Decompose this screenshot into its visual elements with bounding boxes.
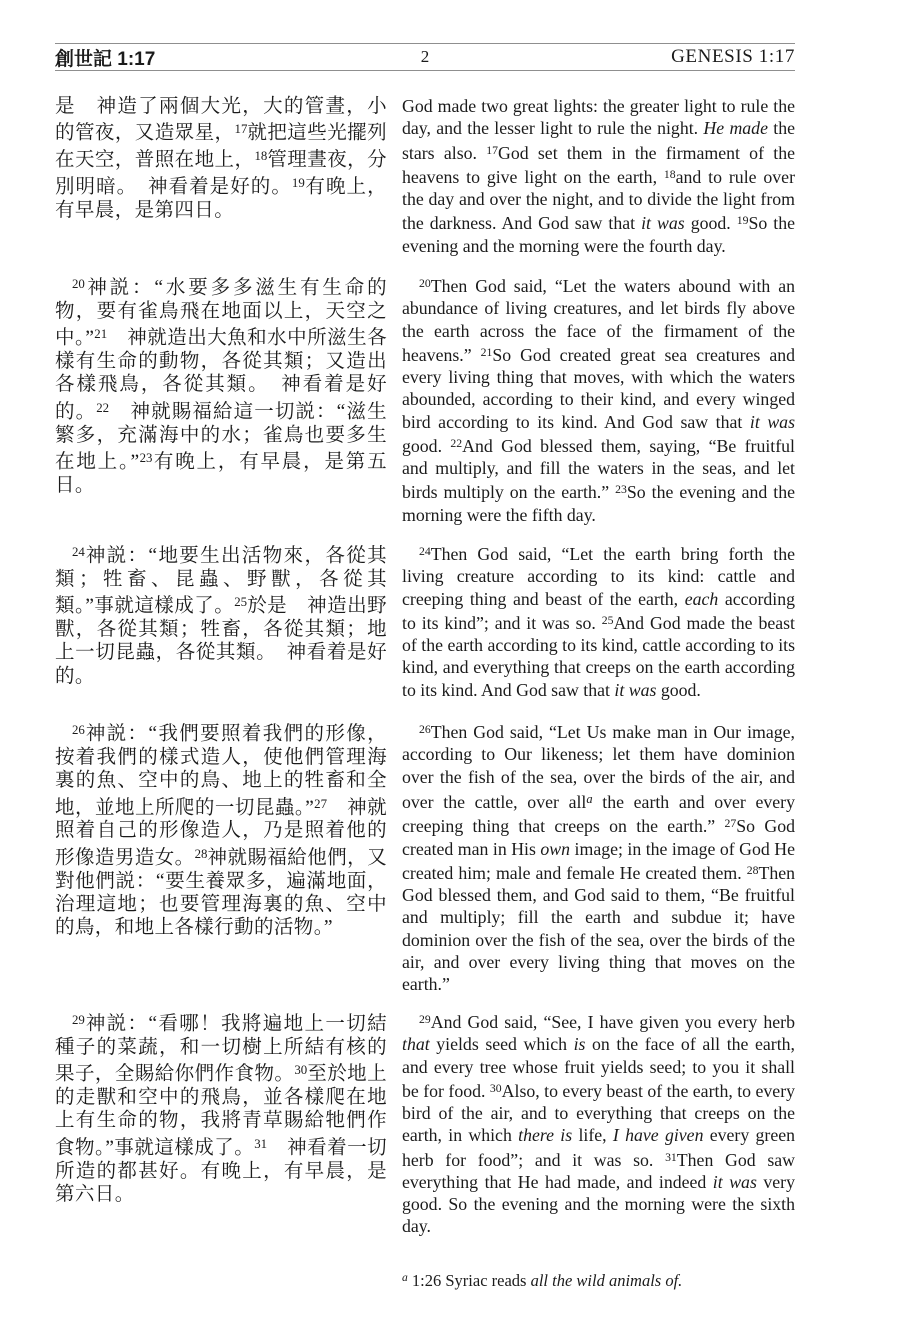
text-run: And God made the beast of the earth according to its kind, cattle according to its kind, and everything that creeps on the earth according to its kind. And God saw that <box>402 612 795 700</box>
text-run: the stars also. <box>402 118 795 163</box>
text-run: 就把這些光擺列在天空，普照在地上， <box>55 122 387 171</box>
verse-number: 18 <box>254 149 268 164</box>
running-head <box>55 43 795 71</box>
bible-text-columns <box>55 95 795 1238</box>
text-run: So God created man in His <box>402 816 795 859</box>
italic-text: it was <box>614 679 657 700</box>
verse-number: 20 <box>419 277 431 290</box>
italic-text: there is <box>518 1125 573 1146</box>
footnote-marker: a <box>402 1271 408 1284</box>
text-run: every green herb for food”; and it was so. <box>402 1125 796 1170</box>
text-run: So the evening and the morning were the fourth day. <box>402 213 796 256</box>
verse-number: 24 <box>72 545 85 559</box>
page-number: 2 <box>420 47 430 66</box>
english-verse-text <box>402 541 795 701</box>
text-run: Then God saw everything that He had made, and indeed <box>402 1149 795 1192</box>
text-run: 於是 神造出野獸，各從其類；牲畜，各從其類；地上一切昆蟲，各從其類。 神看着是好的。 <box>55 595 387 687</box>
verse-number: 20 <box>72 277 85 291</box>
verse-row-1 <box>55 95 795 273</box>
text-run: according to its kind”; and it was so. <box>402 588 796 633</box>
text-run: Then God said, “Let the waters abound with an abundance of living creatures, and let birds fly above the earth across the face of the firmament of the heavens.” <box>402 275 795 365</box>
chinese-verse-text <box>55 719 387 940</box>
italic-text: that <box>402 1034 430 1055</box>
footnote-marker: a <box>586 791 593 806</box>
text-run: good. <box>402 435 451 456</box>
verse-number: 19 <box>291 176 305 190</box>
text-run: Then God blessed them, and God said to them, “Be fruitful and multiply; fill the earth and subdue it; have dominion over the fish of the sea, over the birds of the air, and over every living thing that moves on the earth.” <box>402 862 795 995</box>
english-verse-text <box>402 1009 795 1238</box>
text-run: God set them in the firmament of the heavens to give light on the earth, <box>402 142 795 187</box>
text-run: 神説：“地要生出活物來，各從其類；牲畜、昆蟲、野獸，各從其類。”事就這樣成了。 <box>55 545 387 617</box>
verse-number: 28 <box>194 846 208 861</box>
text-run: 神就照着自己的形像造人，乃是照着他的形像造男造女。 <box>55 797 387 869</box>
text-run: 是 神造了兩個大光，大的管晝，小的管夜，又造眾星， <box>55 96 387 144</box>
text-run: 神説：“我們要照着我們的形像，按着我們的樣式造人，使他們管理海裏的魚、空中的鳥、地上的牲畜和全地，並地上所爬的一切昆蟲。” <box>55 723 387 818</box>
verse-number: 21 <box>480 345 493 359</box>
text-run: 管理晝夜，分別明暗。 神看着是好的。 <box>55 149 387 198</box>
text-run: And God blessed them, saying, “Be fruitful and multiply, and fill the waters in the seas, and let birds multiply on the earth.” <box>402 435 795 503</box>
verse-number: 21 <box>94 327 108 342</box>
verse-number: 22 <box>96 400 110 415</box>
text-run: 神就賜福給這一切説：“滋生繁多，充滿海中的水；雀鳥也要多生在地上。” <box>55 401 387 473</box>
verse-number: 27 <box>314 796 328 811</box>
verse-number: 25 <box>234 595 248 610</box>
verse-number: 24 <box>419 545 431 558</box>
text-run: life, <box>572 1125 613 1146</box>
verse-number: 17 <box>486 143 498 157</box>
text-run: and to rule over the day and over the night, and to divide the light from the darkness. And God saw that <box>402 166 795 234</box>
text-run: 神就賜福給他們，又對他們説：“要生養眾多，遍滿地面，治理這地；也要管理海裏的魚、空中的鳥，和地上各樣行動的活物。” <box>55 847 387 939</box>
text-run: very good. So the evening and the morning were the sixth day. <box>402 1171 795 1237</box>
verse-number: 28 <box>746 863 759 877</box>
text-run: 神看着一切所造的都甚好。有晚上，有早晨，是第六日。 <box>55 1137 387 1206</box>
verse-number: 19 <box>736 214 749 228</box>
verse-row-4 <box>55 719 795 1009</box>
italic-text: I have given <box>612 1125 704 1146</box>
verse-row-3 <box>55 541 795 719</box>
verse-number: 30 <box>294 1063 308 1078</box>
text-run: image; in the image of God He created him; male and female He created them. <box>402 838 796 883</box>
text-run: on the face of all the earth, and every tree whose fruit yields seed; to you it shall be for food. <box>402 1034 795 1101</box>
text-run: 神就造出大魚和水中所滋生各樣有生命的動物，各從其類；又造出各樣飛鳥，各從其類。 神看着是好的。 <box>55 327 388 423</box>
verse-number: 26 <box>419 723 431 736</box>
italic-text: it was <box>641 213 685 234</box>
italic-text: it was <box>712 1171 757 1192</box>
text-run: 1:26 Syriac reads <box>407 1270 531 1290</box>
italic-text: He made <box>703 118 768 139</box>
verse-row-2 <box>55 273 795 541</box>
verse-number: 31 <box>254 1136 268 1151</box>
verse-number: 27 <box>724 817 737 831</box>
text-run: good. <box>656 679 701 700</box>
footnote <box>402 1268 795 1291</box>
italic-text: it was <box>749 411 795 432</box>
chinese-verse-text <box>55 95 387 222</box>
text-run: Then God said, “Let the earth bring forth the living creature according to its kind: cattle and creeping thing and beast of the earth, <box>402 543 795 609</box>
verse-number: 17 <box>234 122 248 137</box>
text-run: the earth and over every creeping thing that creeps on the earth.” <box>402 792 795 837</box>
italic-text: all the wild animals of. <box>530 1270 683 1290</box>
italic-text: is <box>573 1034 586 1055</box>
text-run: Then God said, “Let Us make man in Our image, according to Our likeness; let them have dominion over the fish of the sea, over the birds of the air, and over the cattle, over all <box>402 721 795 813</box>
header-chinese-title: 創世記 1:17 <box>55 48 156 70</box>
verse-row-5 <box>55 1009 795 1238</box>
verse-number: 25 <box>601 613 614 627</box>
verse-number: 26 <box>72 723 85 737</box>
verse-number: 23 <box>139 451 153 466</box>
text-run: So the evening and the morning were the fifth day. <box>402 482 796 525</box>
verse-number: 29 <box>72 1013 85 1027</box>
text-run: And God said, “See, I have given you every herb <box>430 1011 795 1032</box>
text-run: 至於地上的走獸和空中的飛鳥，並各樣爬在地上有生命的物，我將青草賜給牠們作食物。”事就這樣成了。 <box>55 1063 387 1159</box>
text-run: good. <box>684 213 737 234</box>
verse-number: 30 <box>489 1081 502 1095</box>
english-verse-text <box>402 273 795 526</box>
text-run: Also, to every beast of the earth, to every bird of the air, and to everything that creeps on the earth, in which <box>402 1080 795 1146</box>
english-verse-text <box>402 95 795 257</box>
italic-text: each <box>684 588 719 609</box>
chinese-verse-text <box>55 541 387 688</box>
text-run: yields seed which <box>429 1034 574 1055</box>
chinese-verse-text <box>55 273 387 497</box>
text-run: God made two great lights: the greater light to rule the day, and the lesser light to rule the night. <box>402 96 795 139</box>
text-run: 神説：“水要多多滋生有生命的物，要有雀鳥飛在地面以上，天空之中。” <box>55 277 387 349</box>
english-verse-text <box>402 719 795 996</box>
verse-number: 31 <box>665 1150 677 1164</box>
text-run: 神説：“看哪！我將遍地上一切結種子的菜蔬，和一切樹上所結有核的果子，全賜給你們作食物。 <box>55 1013 387 1085</box>
page-content <box>55 0 795 1291</box>
text-run: 有晚上，有早晨，是第四日。 <box>55 176 387 221</box>
verse-number: 22 <box>450 436 463 450</box>
verse-number: 29 <box>419 1013 431 1026</box>
chinese-verse-text <box>55 1009 387 1206</box>
verse-number: 23 <box>615 483 627 497</box>
italic-text: own <box>540 838 571 859</box>
header-english-title: GENESIS 1:17 <box>671 46 795 67</box>
verse-number: 18 <box>663 167 676 181</box>
text-run: So God created great sea creatures and every living thing that moves, with which the waters abounded, according to their kind, and every winged bird according to its kind. And God saw that <box>402 344 795 432</box>
text-run: 有晚上，有早晨，是第五日。 <box>55 451 387 496</box>
